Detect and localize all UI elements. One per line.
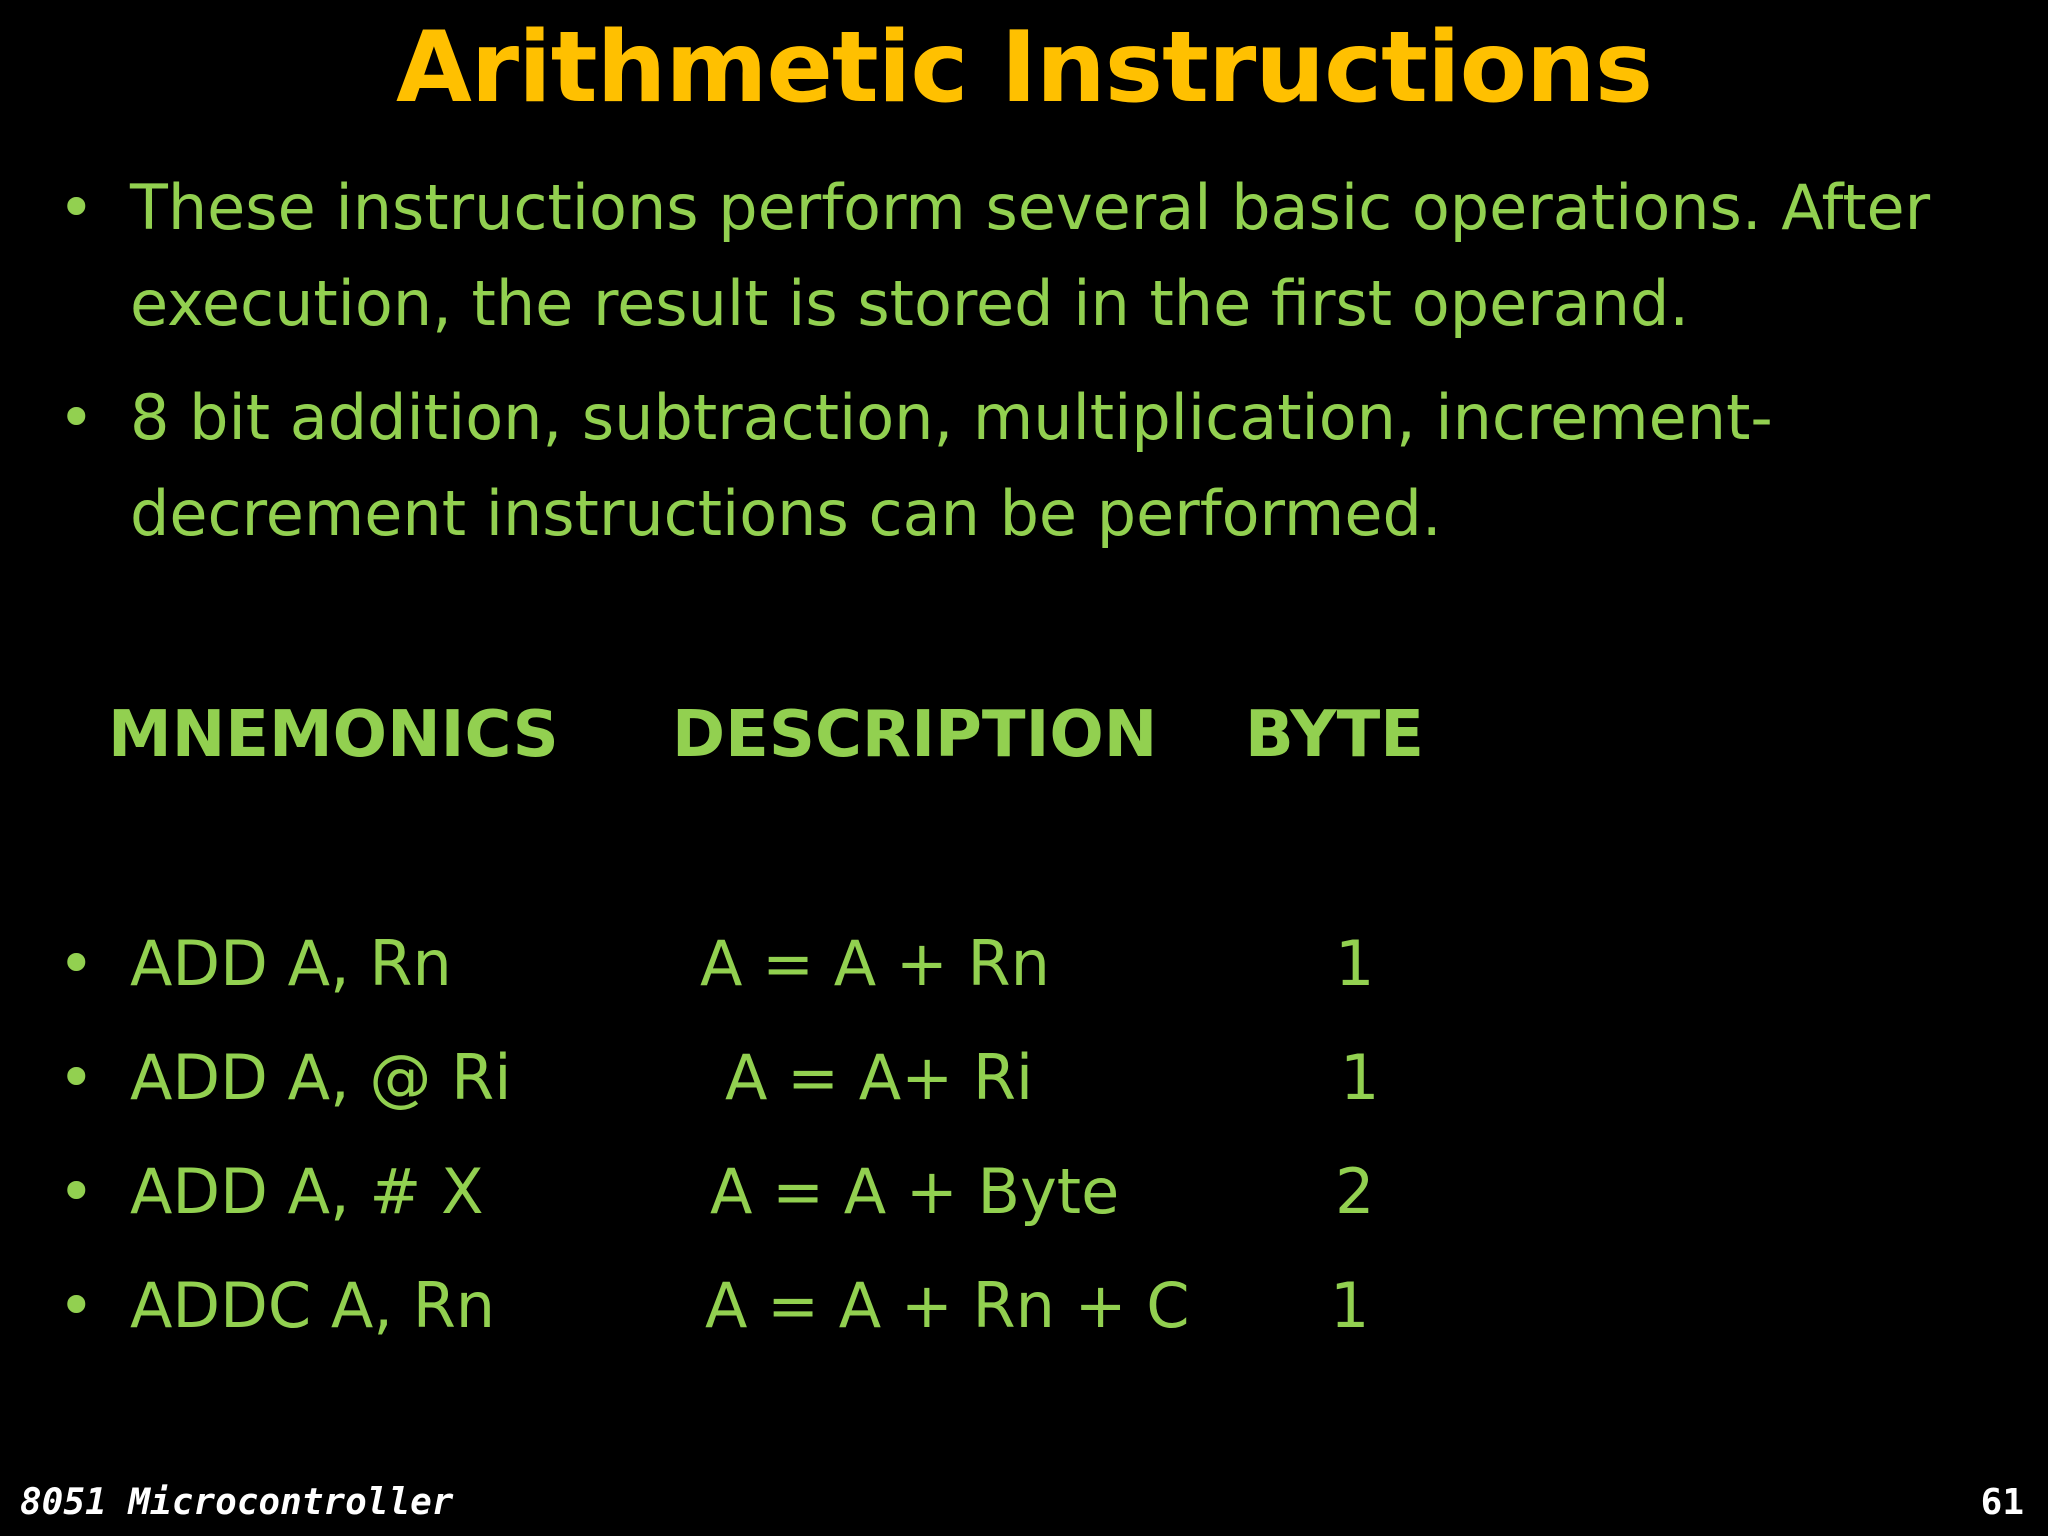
description-cell: A = A + Byte — [710, 1155, 1120, 1228]
byte-cell: 1 — [1340, 1041, 1380, 1114]
description-cell: A = A + Rn + C — [705, 1269, 1190, 1342]
header-description: DESCRIPTION — [672, 698, 1158, 772]
instruction-row — [0, 1254, 2048, 1368]
intro-bullet-item — [0, 370, 1990, 562]
bullet-icon: • — [58, 1155, 95, 1228]
slide-number: 61 — [1980, 1482, 2024, 1523]
intro-bullet-text: 8 bit addition, subtraction, multiplication, increment-decrement instructions can be performed. — [130, 381, 1773, 550]
bullet-icon: • — [58, 927, 95, 1000]
bullet-icon: • — [58, 1269, 95, 1342]
mnemonic-cell: ADDC A, Rn — [130, 1269, 496, 1342]
byte-cell: 1 — [1335, 927, 1375, 1000]
bullet-icon: • — [58, 1041, 95, 1114]
header-mnemonics: MNEMONICS — [108, 698, 559, 772]
mnemonic-cell: ADD A, Rn — [130, 927, 452, 1000]
slide-title: Arithmetic Instructions — [395, 11, 1653, 125]
header-byte: BYTE — [1245, 698, 1424, 772]
instruction-row — [0, 1140, 2048, 1254]
intro-bullet-list — [0, 160, 2048, 580]
instruction-row — [0, 1026, 2048, 1140]
bullet-icon: • — [58, 171, 95, 244]
instruction-list — [0, 912, 2048, 1368]
description-cell: A = A+ Ri — [725, 1041, 1034, 1114]
byte-cell: 1 — [1330, 1269, 1370, 1342]
bullet-icon: • — [58, 381, 95, 454]
byte-cell: 2 — [1335, 1155, 1375, 1228]
table-header-row — [0, 690, 2048, 780]
mnemonic-cell: ADD A, @ Ri — [130, 1041, 512, 1114]
mnemonic-cell: ADD A, # X — [130, 1155, 484, 1228]
intro-bullet-text: These instructions perform several basic operations. After execution, the result is stored in the first operand. — [130, 171, 1931, 340]
instruction-row — [0, 912, 2048, 1026]
footer-course-label: 8051 Microcontroller — [20, 1482, 454, 1523]
intro-bullet-item — [0, 160, 1990, 352]
description-cell: A = A + Rn — [700, 927, 1050, 1000]
